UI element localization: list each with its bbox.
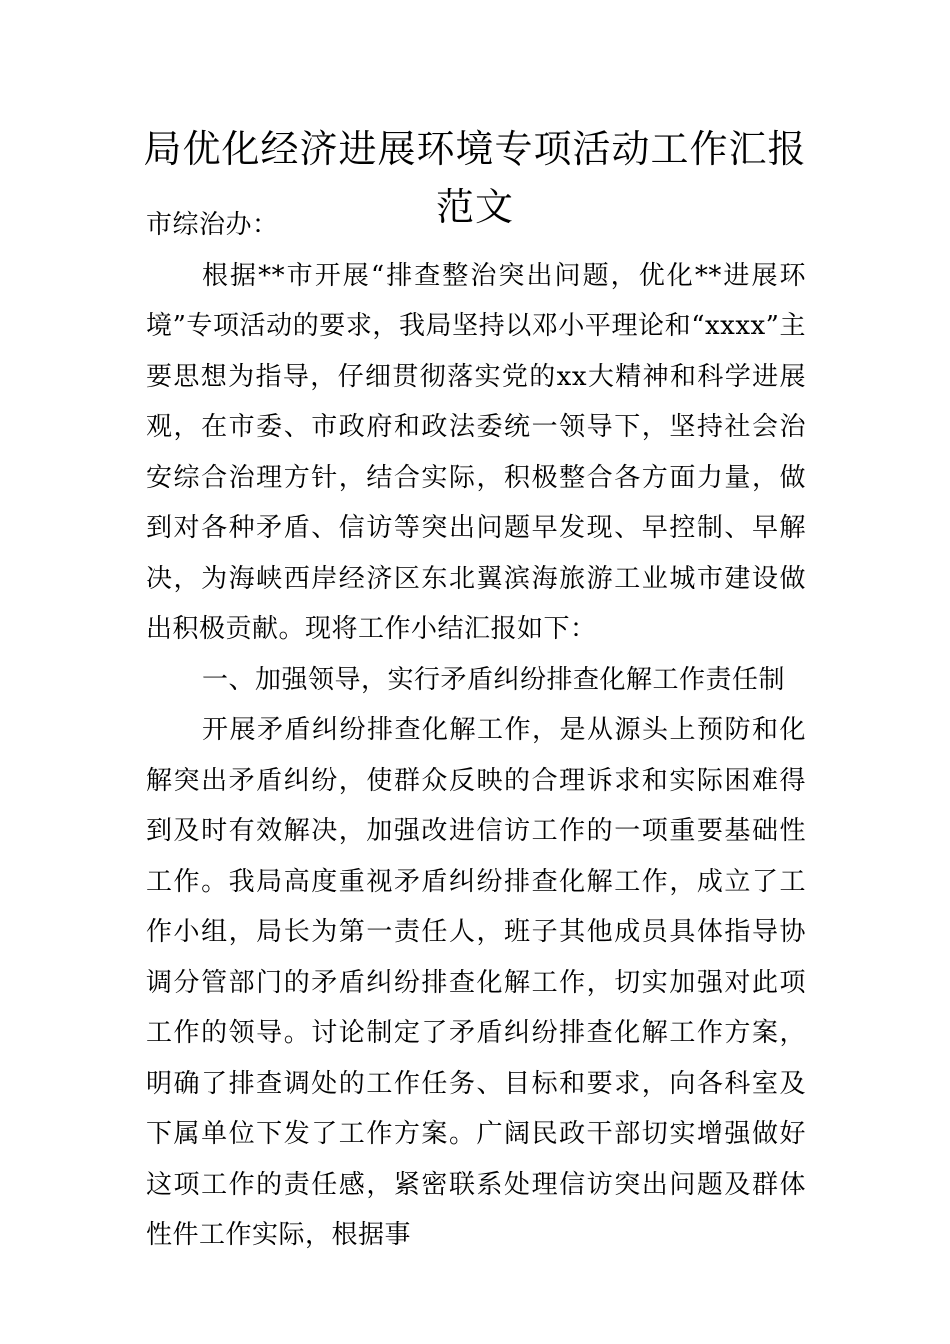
document-body xyxy=(146,200,806,1261)
section-heading-1: 一、加强领导，实行矛盾纠纷排查化解工作责任制 xyxy=(202,664,786,695)
salutation: 市综治办： xyxy=(146,210,279,240)
document-title: 局优化经济进展环境专项活动工作汇报范文 xyxy=(143,127,807,229)
body-paragraph-intro: 根据**市开展“排查整治突出问题，优化**进展环境”专项活动的要求，我局坚持以邓小平理论和“xxxx”主要思想为指导，仔细贯彻落实党的xx大精神和科学进展观，在市委、市政府和政法委统一领导下，坚持社会治安综合治理方针，结合实际，积极整合各方面力量，做到对各种矛盾、信访等突出问题早发现、早控制、早解决，为海峡西岸经济区东北翼滨海旅游工业城市建设做出积极贡献。现将工作小结汇报如下： xyxy=(146,260,806,644)
body-paragraph-section-1: 开展矛盾纠纷排查化解工作，是从源头上预防和化解突出矛盾纠纷，使群众反映的合理诉求和实际困难得到及时有效解决，加强改进信访工作的一项重要基础性工作。我局高度重视矛盾纠纷排查化解工作，成立了工作小组，局长为第一责任人，班子其他成员具体指导协调分管部门的矛盾纠纷排查化解工作，切实加强对此项工作的领导。讨论制定了矛盾纠纷排查化解工作方案，明确了排查调处的工作任务、目标和要求，向各科室及下属单位下发了工作方案。广阔民政干部切实增强做好这项工作的责任感，紧密联系处理信访突出问题及群体性件工作实际，根据事 xyxy=(146,715,806,1250)
